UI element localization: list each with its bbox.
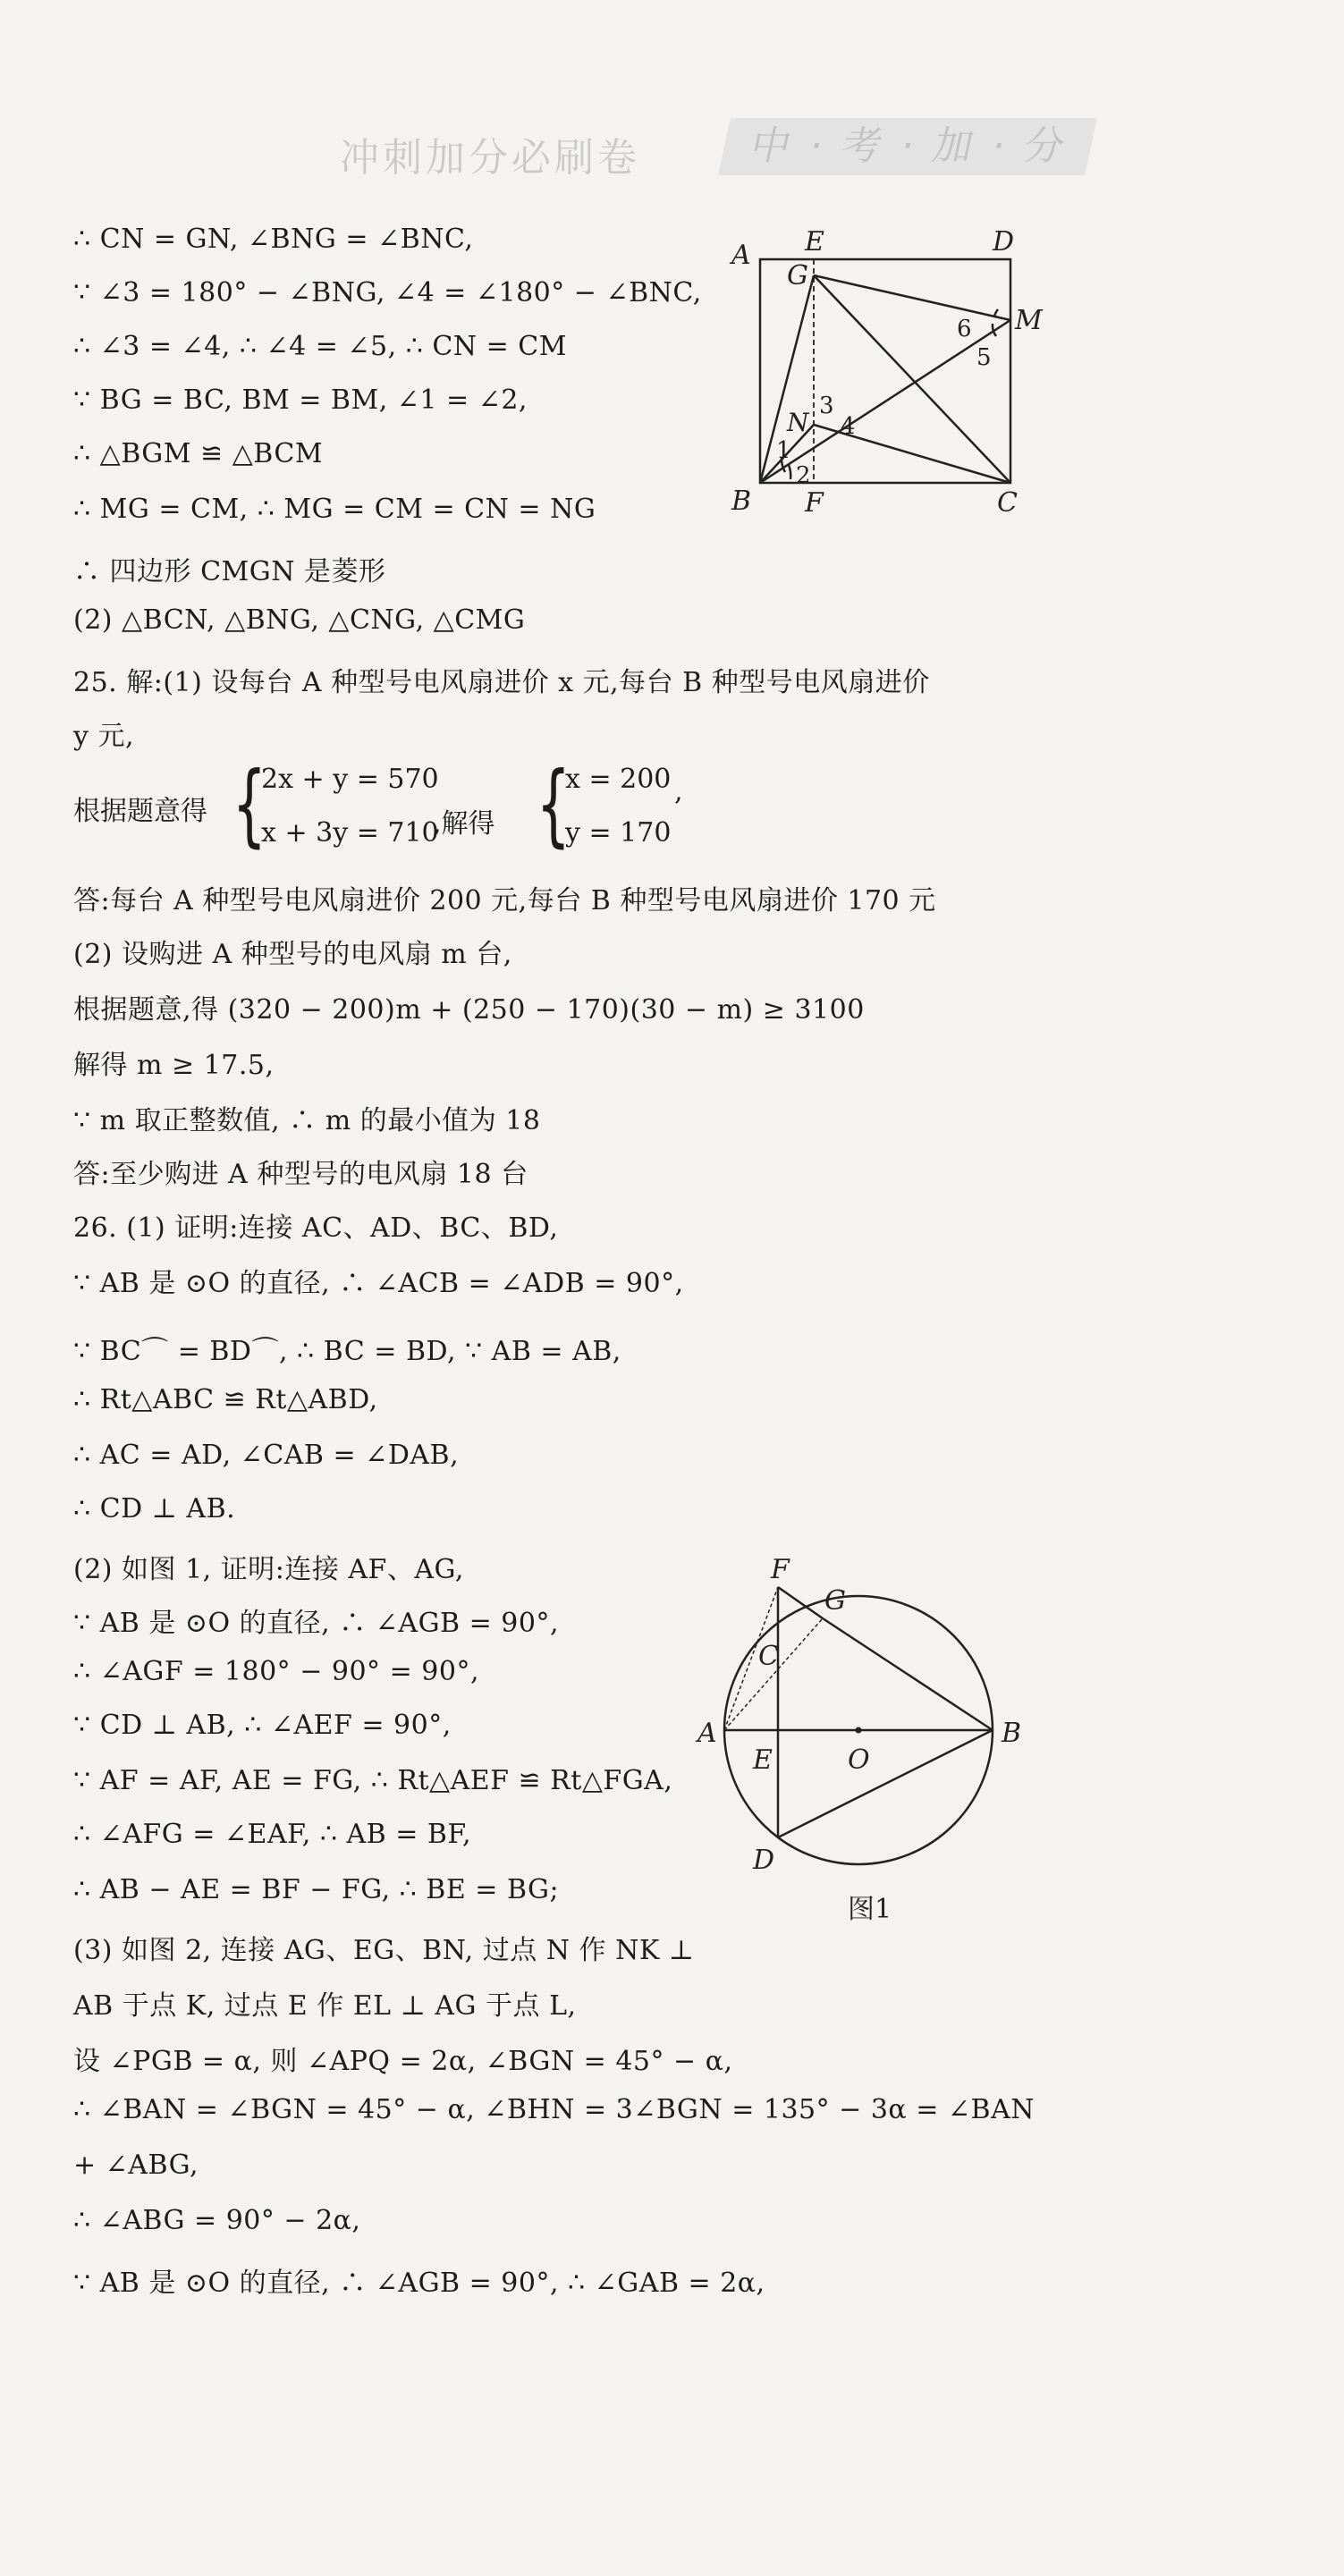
- equation-system: [73, 752, 717, 857]
- text-line: ∴ AB − AE = BF − FG, ∴ BE = BG;: [73, 1874, 560, 1905]
- text-line: ∴ Rt△ABC ≌ Rt△ABD,: [73, 1384, 378, 1415]
- label-o: O: [848, 1744, 870, 1776]
- dotted-ag: [724, 1618, 823, 1730]
- text-line: (2) 设购进 A 种型号的电风扇 m 台,: [73, 939, 512, 970]
- text-line: (3) 如图 2, 连接 AG、EG、BN, 过点 N 作 NK ⊥: [73, 1935, 695, 1966]
- text-line: + ∠ABG,: [73, 2149, 199, 2181]
- label-b: B: [1002, 1718, 1022, 1749]
- figure-caption: 图1: [848, 1894, 892, 1925]
- text-line: ∵ ∠3 = 180° − ∠BNG, ∠4 = ∠180° − ∠BNC,: [73, 277, 702, 308]
- angle-2-label: 2: [796, 462, 811, 489]
- square-outline: [760, 259, 1010, 483]
- text-line: ∴ ∠AGF = 180° − 90° = 90°,: [73, 1656, 479, 1687]
- text-line: 25. 解:(1) 设每台 A 种型号电风扇进价 x 元,每台 B 种型号电风扇进价: [73, 667, 930, 698]
- label-e: E: [753, 1744, 773, 1776]
- angle-3-label: 3: [819, 393, 834, 419]
- label-f: F: [771, 1554, 790, 1585]
- angle-1-label: 1: [776, 437, 791, 464]
- segment-gc: [814, 275, 1010, 483]
- text-line: ∴ AC = AD, ∠CAB = ∠DAB,: [73, 1440, 460, 1471]
- angle-2-arc: [789, 465, 790, 479]
- segment-bm: [760, 320, 1010, 483]
- text-line: y 元,: [73, 721, 135, 752]
- center-point-o: [856, 1727, 862, 1734]
- segment-db: [778, 1730, 993, 1837]
- text-line: ∵ AF = AF, AE = FG, ∴ Rt△AEF ≌ Rt△FGA,: [73, 1765, 673, 1796]
- solution-2: y = 170: [565, 817, 672, 849]
- circle-figure: [689, 1538, 1046, 1931]
- text-line: ∵ BC⌒ = BD⌒, ∴ BC = BD, ∵ AB = AB,: [73, 1336, 621, 1367]
- square-figure: [715, 224, 1055, 528]
- solution-1: x = 200: [565, 764, 672, 795]
- label-g: G: [824, 1585, 846, 1617]
- text-line: ∵ CD ⊥ AB, ∴ ∠AEF = 90°,: [73, 1710, 452, 1741]
- text-line: ∵ AB 是 ⊙O 的直径, ∴ ∠AGB = 90°, ∴ ∠GAB = 2α,: [73, 2268, 765, 2299]
- text-line: ∴ ∠BAN = ∠BGN = 45° − α, ∠BHN = 3∠BGN = 135° − 3α = ∠BAN: [73, 2094, 1035, 2125]
- header-tag: 中 · 考 · 加 · 分: [718, 118, 1097, 175]
- label-n: N: [787, 408, 809, 437]
- label-b: B: [731, 486, 752, 517]
- label-e: E: [805, 226, 824, 258]
- angle-6-label: 6: [957, 316, 972, 342]
- text-line: 设 ∠PGB = α, 则 ∠APQ = 2α, ∠BGN = 45° − α,: [73, 2046, 733, 2077]
- text-line: ∴ CD ⊥ AB.: [73, 1493, 236, 1524]
- text-line: ∵ m 取正整数值, ∴ m 的最小值为 18: [73, 1105, 541, 1136]
- text-line: ∴ MG = CM, ∴ MG = CM = CN = NG: [73, 494, 596, 525]
- text-line: 答:每台 A 种型号电风扇进价 200 元,每台 B 种型号电风扇进价 170 元: [73, 885, 936, 916]
- left-brace: {: [232, 752, 266, 857]
- label-c: C: [758, 1641, 779, 1672]
- system-label: 根据题意得: [73, 796, 207, 827]
- text-line: 26. (1) 证明:连接 AC、AD、BC、BD,: [73, 1212, 559, 1244]
- text-line: AB 于点 K, 过点 E 作 EL ⊥ AG 于点 L,: [73, 1990, 577, 2022]
- text-line: (2) 如图 1, 证明:连接 AF、AG,: [73, 1554, 464, 1585]
- equation-1: 2x + y = 570: [261, 764, 439, 795]
- text-line: ∴ CN = GN, ∠BNG = ∠BNC,: [73, 224, 474, 255]
- text-line: 根据题意,得 (320 − 200)m + (250 − 170)(30 − m) ≥ 3100: [73, 994, 865, 1026]
- text-line: 答:至少购进 A 种型号的电风扇 18 台: [73, 1159, 528, 1190]
- header-title: 冲刺加分必刷卷: [340, 135, 640, 181]
- label-a: A: [697, 1718, 717, 1749]
- text-line: ∴ ∠ABG = 90° − 2α,: [73, 2205, 361, 2236]
- text-line: ∴ △BGM ≌ △BCM: [73, 438, 324, 469]
- angle-4-label: 4: [841, 413, 856, 440]
- segment-gb: [823, 1618, 993, 1730]
- running-header: [340, 123, 1073, 197]
- angle-5-label: 5: [976, 344, 992, 371]
- text-line: 解得 m ≥ 17.5,: [73, 1050, 275, 1081]
- label-c: C: [997, 487, 1018, 519]
- text-line: ∵ AB 是 ⊙O 的直径, ∴ ∠AGB = 90°,: [73, 1608, 560, 1639]
- label-g: G: [787, 260, 808, 291]
- equation-2: x + 3y = 710: [261, 817, 439, 849]
- text-line: ∵ AB 是 ⊙O 的直径, ∴ ∠ACB = ∠ADB = 90°,: [73, 1268, 684, 1299]
- label-d: D: [753, 1845, 775, 1876]
- system-mid: ,解得: [433, 808, 495, 840]
- text-line: (2) △BCN, △BNG, △CNG, △CMG: [73, 604, 526, 636]
- text-line: ∴ ∠AFG = ∠EAF, ∴ AB = BF,: [73, 1819, 472, 1850]
- system-end: ,: [674, 776, 683, 807]
- segment-gm: [814, 275, 1010, 320]
- label-a: A: [731, 240, 751, 271]
- label-f: F: [805, 487, 824, 519]
- right-brace: {: [536, 752, 571, 857]
- label-m: M: [1015, 305, 1043, 336]
- text-line: ∴ ∠3 = ∠4, ∴ ∠4 = ∠5, ∴ CN = CM: [73, 331, 567, 362]
- angle-6-arc: [994, 309, 998, 317]
- text-line: ∴ 四边形 CMGN 是菱形: [73, 556, 386, 587]
- text-line: ∵ BG = BC, BM = BM, ∠1 = ∠2,: [73, 384, 528, 416]
- label-d: D: [993, 226, 1015, 258]
